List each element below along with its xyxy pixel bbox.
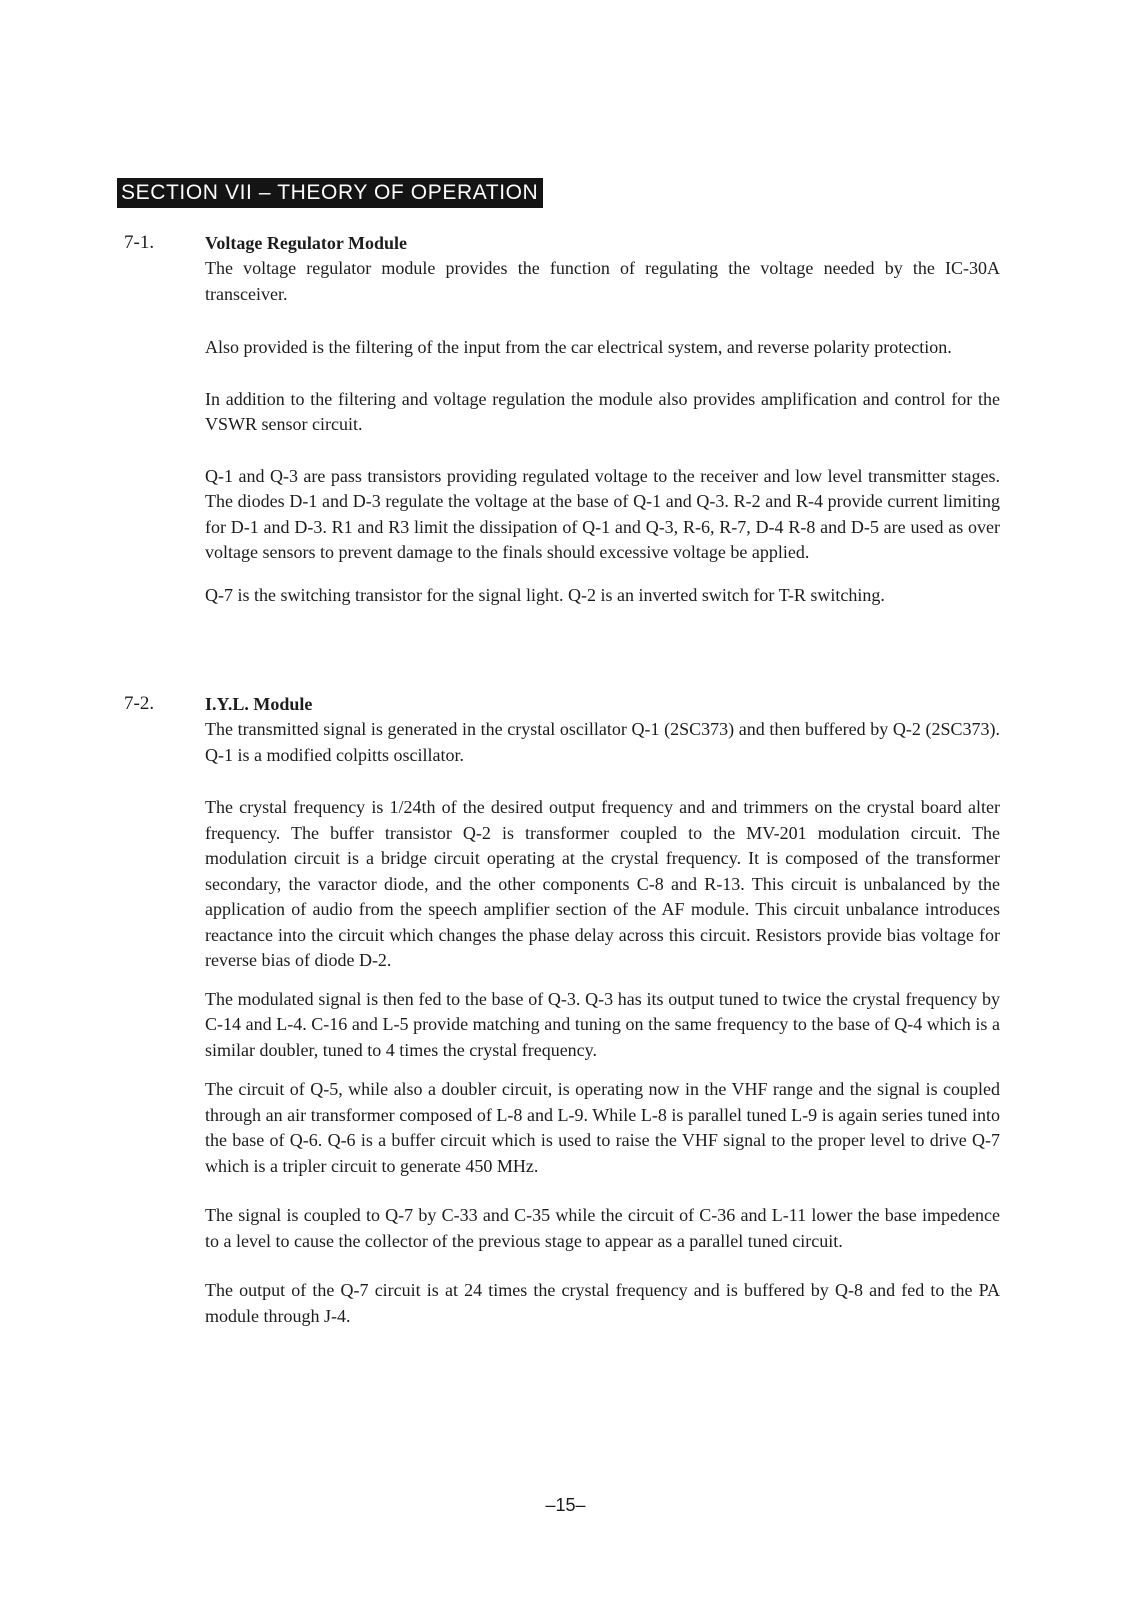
section-number: 7-1. (124, 232, 155, 253)
section-number: 7-2. (124, 693, 155, 714)
paragraph: In addition to the filtering and voltage regulation the module also provides amplification and control for the VSWR sensor circuit. (205, 388, 1000, 434)
paragraph: The output of the Q-7 circuit is at 24 times the crystal frequency and is buffered by Q-8 and fed to the PA module through J-4. (205, 1280, 1000, 1326)
paragraph: The transmitted signal is generated in the crystal oscillator Q-1 (2SC373) and then buffered by Q-2 (2SC373). Q-1 is a modified colpitts oscillator. (205, 719, 1000, 765)
paragraph: The crystal frequency is 1/24th of the desired output frequency and and trimmers on the crystal board alter frequency. The buffer transistor Q-2 is transformer coupled to the MV-201 modulation circuit. The modulation circuit is a bridge circuit operating at the crystal frequency. It is composed of the transformer secondary, the varactor diode, and the other components C-8 and R-13. This circuit is unbalanced by the application of audio from the speech amplifier section of the AF module. This circuit unbalance introduces reactance into the circuit which changes the phase delay across this circuit. Resistors provide bias voltage for reverse bias of diode D-2. (205, 797, 1000, 970)
paragraph: The signal is coupled to Q-7 by C-33 and C-35 while the circuit of C-36 and L-11 lower the base impedence to a level to cause the collector of the previous stage to appear as a parallel tuned circuit. (205, 1205, 1000, 1251)
section-body (205, 230, 1000, 608)
paragraph: The modulated signal is then fed to the base of Q-3. Q-3 has its output tuned to twice the crystal frequency by C-14 and L-4. C-16 and L-5 provide matching and tuning on the same frequency to the base of Q-4 which is a similar doubler, tuned to 4 times the crystal frequency. (205, 988, 1000, 1060)
paragraph: Q-7 is the switching transistor for the signal light. Q-2 is an inverted switch for T-R switching. (205, 584, 885, 605)
paragraph: The voltage regulator module provides the function of regulating the voltage needed by the IC-30A transceiver. (205, 258, 1000, 304)
section-title: I.Y.L. Module (205, 694, 313, 714)
paragraph: The circuit of Q-5, while also a doubler circuit, is operating now in the VHF range and the signal is coupled through an air transformer composed of L-8 and L-9. While L-8 is parallel tuned L-9 is again series tuned into the base of Q-6. Q-6 is a buffer circuit which is used to raise the VHF signal to the proper level to drive Q-7 which is a tripler circuit to generate 450 MHz. (205, 1079, 1000, 1176)
page-number: –15– (545, 1495, 586, 1515)
section-title: Voltage Regulator Module (205, 233, 407, 253)
paragraph: Also provided is the filtering of the input from the car electrical system, and reverse polarity protection. (205, 337, 952, 357)
section-heading: SECTION VII – THEORY OF OPERATION (117, 178, 543, 208)
paragraph: Q-1 and Q-3 are pass transistors providing regulated voltage to the receiver and low level transmitter stages. The diodes D-1 and D-3 regulate the voltage at the base of Q-1 and Q-3. R-2 and R-4 provide current limiting for D-1 and D-3. R1 and R3 limit the dissipation of Q-1 and Q-3, R-6, R-7, D-4 R-8 and D-5 are used as over voltage sensors to prevent damage to the finals should excessive voltage be applied. (205, 465, 1000, 562)
section-body (205, 691, 1000, 1329)
